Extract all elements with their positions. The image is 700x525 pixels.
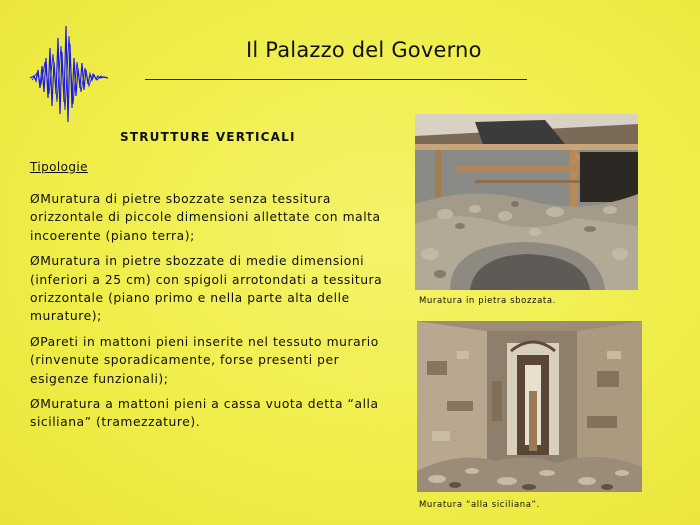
bullet-list xyxy=(30,190,402,439)
bullet-item: ØPareti in mattoni pieni inserite nel tessuto murario (rinvenute sporadicamente, forse presenti per esigenze funzionali); xyxy=(30,334,379,386)
photo-caption: Muratura “alla siciliana”. xyxy=(419,500,540,510)
bullet-arrow-icon: Ø xyxy=(30,192,41,206)
bullet-arrow-icon: Ø xyxy=(30,334,41,349)
title-underline xyxy=(145,79,527,80)
seismograph-logo xyxy=(28,18,110,126)
bullet-arrow-icon: Ø xyxy=(30,397,41,412)
bullet-item: ØMuratura di pietre sbozzate senza tessitura orizzontale di piccole dimensioni allettate con malta incoerente (piano terra); xyxy=(30,192,381,243)
photo-stone-masonry xyxy=(415,114,638,290)
bullet-arrow-icon: Ø xyxy=(30,254,41,269)
typology-label: Tipologie xyxy=(30,160,88,174)
slide-title: Il Palazzo del Governo xyxy=(246,38,482,62)
section-heading: STRUTTURE VERTICALI xyxy=(120,130,296,144)
photo-alla-siciliana xyxy=(417,321,642,492)
bullet-item: ØMuratura in pietre sbozzate di medie dimensioni (inferiori a 25 cm) con spigoli arrotondati a tessitura orizzontale (piano primo e nella parte alta delle murature); xyxy=(30,254,383,324)
bullet-item: ØMuratura a mattoni pieni a cassa vuota detta “alla siciliana” (tramezzature). xyxy=(30,397,379,430)
photo-caption: Muratura in pietra sbozzata. xyxy=(419,296,556,306)
